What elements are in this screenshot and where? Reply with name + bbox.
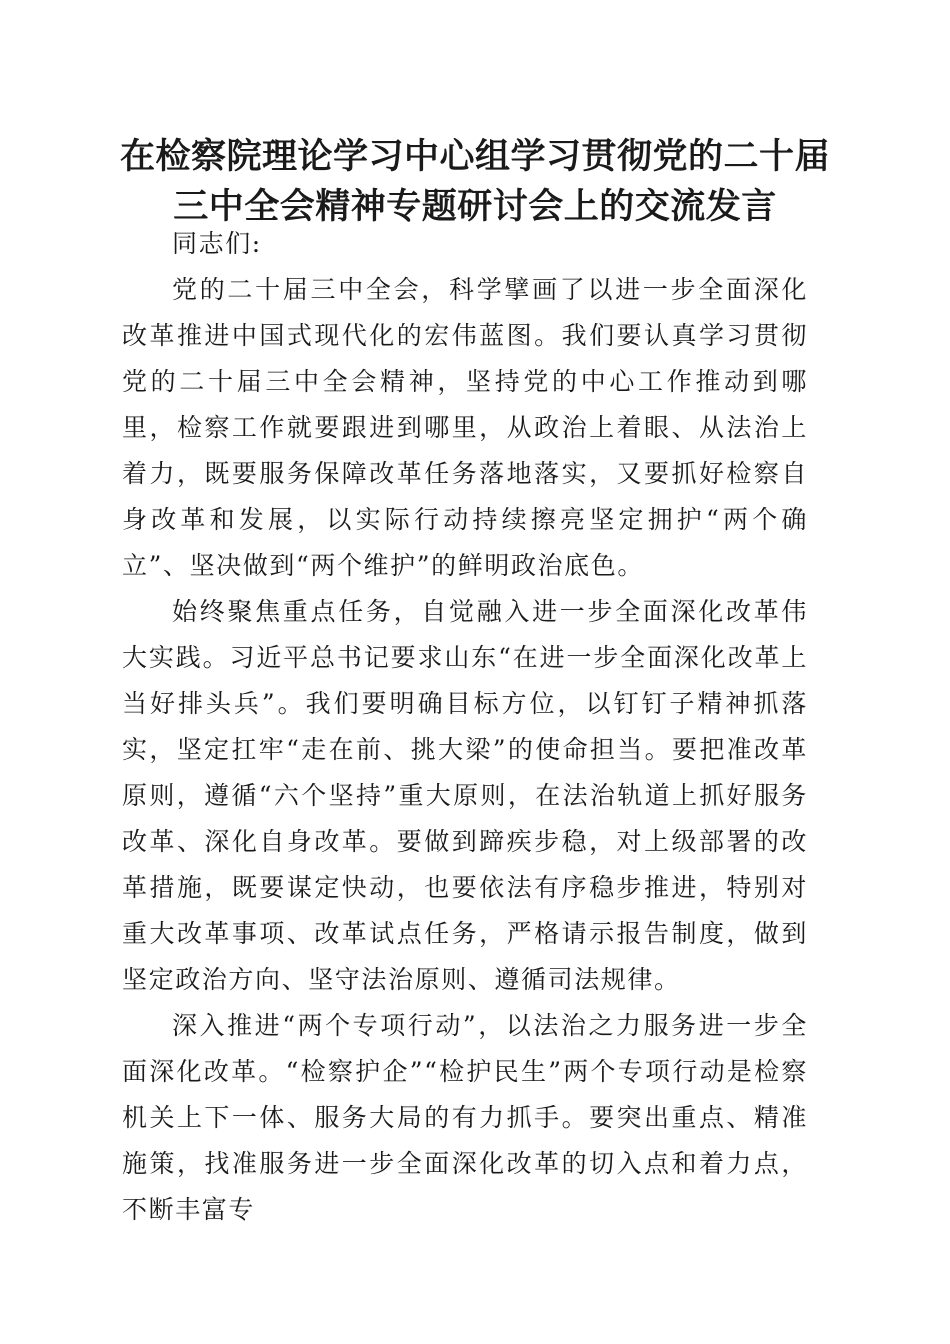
paragraph-2: 始终聚焦重点任务，自觉融入进一步全面深化改革伟大实践。习近平总书记要求山东“在进一步全面深化改革上当好排头兵”。我们要明确目标方位，以钉钉子精神抓落实，坚定扛牢“走在前、挑大梁”的使命担当。要把准改革原则，遵循“六个坚持”重大原则，在法治轨道上抓好服务改革、深化自身改革。要做到蹄疾步稳，对上级部署的改革措施，既要谋定快动，也要依法有序稳步推进，特别对重大改革事项、改革试点任务，严格请示报告制度，做到坚定政治方向、坚守法治原则、遵循司法规律。 <box>122 597 808 994</box>
document-title <box>110 132 840 232</box>
greeting: 同志们: <box>172 229 262 258</box>
title-line-2: 三中全会精神专题研讨会上的交流发言 <box>173 187 777 227</box>
paragraph-1: 党的二十届三中全会，科学擘画了以进一步全面深化改革推进中国式现代化的宏伟蓝图。我们要认真学习贯彻党的二十届三中全会精神，坚持党的中心工作推动到哪里，检察工作就要跟进到哪里，从政治上着眼、从法治上着力，既要服务保障改革任务落地落实，又要抓好检察自身改革和发展，以实际行动持续擦亮坚定拥护“两个确立”、坚决做到“两个维护”的鲜明政治底色。 <box>122 275 808 580</box>
title-line-1: 在检察院理论学习中心组学习贯彻党的二十届 <box>119 137 830 177</box>
document-body <box>122 221 808 1233</box>
paragraph-3: 深入推进“两个专项行动”，以法治之力服务进一步全面深化改革。“检察护企”“检护民生”两个专项行动是检察机关上下一体、服务大局的有力抓手。要突出重点、精准施策，找准服务进一步全面深化改革的切入点和着力点，不断丰富专 <box>122 1011 808 1224</box>
